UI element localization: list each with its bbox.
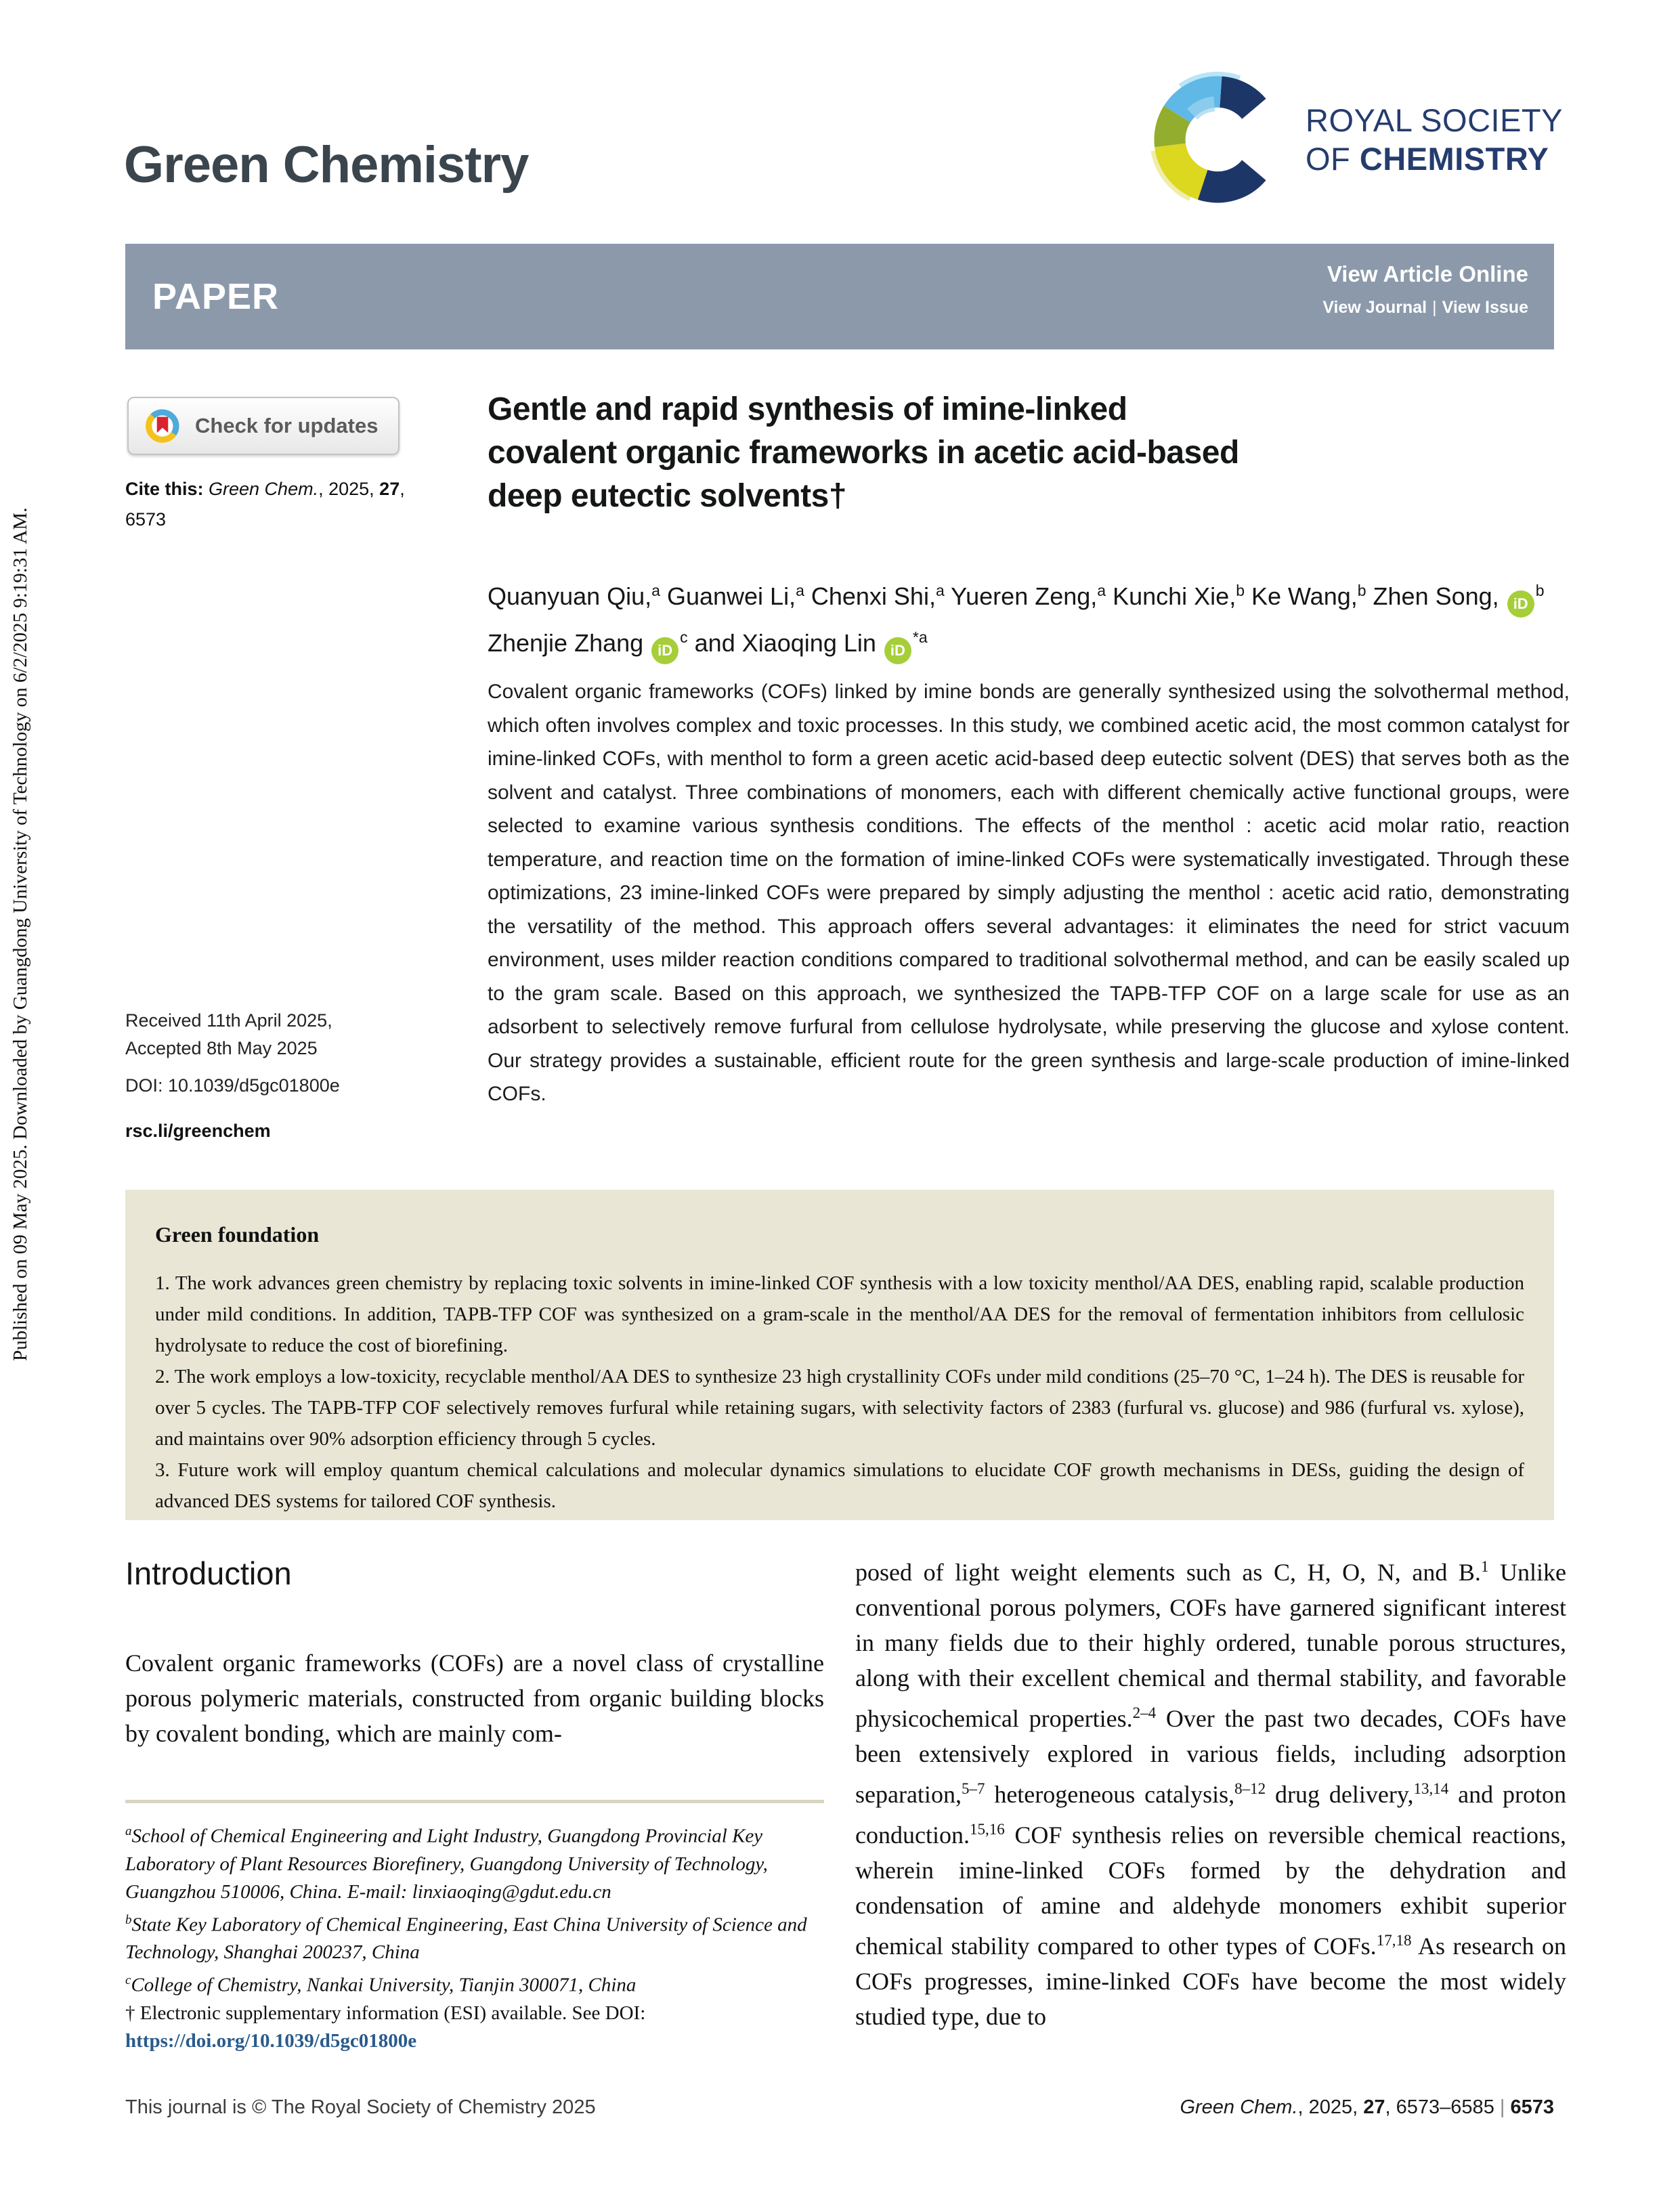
footnote-affiliation-a: $^a$School of Chemical Engineering and Light Industry, Guangdong Provincial Key Laboratory of Plant Resources Biorefinery, Guangdong University of Technology, Guangzhou 510006, China. E-mail: linxiaoqing@gdut.edu.cn <box>125 1824 768 1903</box>
footnote-esi: † Electronic supplementary information (ESI) available. See DOI: https://doi.org/10.1039/d5gc01800e <box>125 2002 646 2052</box>
journal-masthead-title: Green Chemistry <box>124 136 529 194</box>
journal-homepage-link[interactable]: rsc.li/greenchem <box>125 1121 271 1141</box>
view-issue-link[interactable]: View Issue <box>1442 298 1528 317</box>
introduction-heading: Introduction <box>125 1555 292 1591</box>
received-accepted-dates <box>125 1007 332 1062</box>
orcid-icon[interactable]: iD <box>884 637 911 664</box>
accepted-date: Accepted 8th May 2025 <box>125 1038 318 1058</box>
rsc-c-mark-icon <box>1143 65 1292 214</box>
article-title-line3: deep eutectic solvents† <box>488 478 847 514</box>
intro-right-paragraph: posed of light weight elements such as C, H, O, N, and B.$^1$ Unlike conventional porous polymers, COFs have garnered significant interest in many fields due to their highly ordered, tunable porous structures, along with their excellent chemical and thermal stability, and favorable physicochemical properties.$^{2-4}$ Over the past two decades, COFs have been extensively explored in various fields, including adsorption separation,$^{5-7}$ heterogeneous catalysis,$^{8-12}$ drug delivery,$^{13,14}$ and proton conduction.$^{15,16}$ COF synthesis relies on reversible chemical reactions, wherein imine-linked COFs formed by the dehydration and condensation of amine and aldehyde monomers exhibit superior chemical stability compared to other types of COFs.$^{17,18}$ As research on COFs progresses, imine-linked COFs have become the most widely studied type, due to <box>855 1558 1567 2030</box>
view-journal-link[interactable]: View Journal <box>1322 298 1427 317</box>
green-foundation-item-2: 2. The work employs a low-toxicity, recyclable menthol/AA DES to synthesize 23 high crystallinity COFs under mild conditions (25–70 °C, 1–24 h). The DES is reusable for over 5 cycles. The TAPB-TFP COF selectively removes furfural while retaining sugars, with selectivity factors of 2383 (furfural vs. glucose) and 986 (furfural vs. xylose), and maintains over 90% adsorption efficiency through 5 cycles. <box>155 1366 1524 1450</box>
article-title-line1: Gentle and rapid synthesis of imine-linked <box>488 391 1127 427</box>
green-foundation-item-1: 1. The work advances green chemistry by replacing toxic solvents in imine-linked COF synthesis with a low toxicity menthol/AA DES, enabling rapid, scalable production under mild conditions. In addition, TAPB-TFP COF was synthesized on a gram-scale in the menthol/AA DES for the removal of fermentation inhibitors from cellulosic hydrolysate to reduce the cost of biorefining. <box>155 1272 1524 1356</box>
check-for-updates-label: Check for updates <box>195 414 379 437</box>
received-date: Received 11th April 2025, <box>125 1010 332 1031</box>
doi-link[interactable]: https://doi.org/10.1039/d5gc01800e <box>125 2029 417 2052</box>
links-divider: | <box>1432 298 1437 317</box>
view-article-online-link[interactable]: View Article Online <box>1327 261 1528 286</box>
crossmark-icon <box>144 407 181 445</box>
view-journal-issue-links <box>1322 298 1528 318</box>
article-type-label: PAPER <box>152 276 280 317</box>
cite-this-line: Cite this: Green Chem., 2025, 27, 6573 <box>125 479 405 530</box>
article-type-banner <box>125 244 1554 349</box>
published-download-note: Published on 09 May 2025. Downloaded by Guangdong University of Technology on 6/2/2025 9:19:31 AM. <box>9 507 31 1361</box>
green-foundation-item-3: 3. Future work will employ quantum chemical calculations and molecular dynamics simulations to elucidate COF growth mechanisms in DESs, guiding the design of advanced DES systems for tailored COF synthesis. <box>155 1459 1524 1512</box>
rsc-logo-line2: OF CHEMISTRY <box>1306 141 1549 177</box>
author-list: Quanyuan Qiu,$^a$ Guanwei Li,$^a$ Chenxi Shi,$^a$ Yueren Zeng,$^a$ Kunchi Xie,$^b$ Ke Wang,$^b$ Zhen Song, $iD^b$ Zhenjie Zhang $iD^c$ and Xiaoqing Lin $iD^{*a}$ <box>488 571 1571 664</box>
affiliation-footnotes <box>125 1817 824 2055</box>
green-foundation-box <box>125 1190 1554 1520</box>
article-title <box>488 388 1571 518</box>
banner-links <box>1322 261 1528 318</box>
orcid-icon[interactable]: iD <box>651 637 679 664</box>
rsc-logo-line1: ROYAL SOCIETY <box>1306 102 1563 138</box>
rsc-logo-text <box>1306 101 1563 178</box>
page-footer <box>125 2096 1554 2119</box>
footnote-affiliation-c: $^c$College of Chemistry, Nankai University, Tianjin 300071, China <box>125 1973 637 1996</box>
intro-left-paragraph: Covalent organic frameworks (COFs) are a novel class of crystalline porous polymeric materials, constructed from organic building blocks by covalent bonding, which are mainly com- <box>125 1649 824 1747</box>
orcid-icon[interactable]: iD <box>1507 590 1534 618</box>
abstract-text: Covalent organic frameworks (COFs) linked by imine bonds are generally synthesized using the solvothermal method, which often involves complex and toxic processes. In this study, we combined acetic acid, the most common catalyst for imine-linked COFs, with menthol to form a green acetic acid-based deep eutectic solvent (DES) that serves both as the solvent and catalyst. Three combinations of monomers, each with different chemically active functional groups, were selected to examine various synthesis conditions. The effects of the menthol : acetic acid molar ratio, reaction temperature, and reaction time on the formation of imine-linked COFs were systematically investigated. Through these optimizations, 23 imine-linked COFs were prepared by simply adjusting the menthol : acetic acid ratio, demonstrating the versatility of the method. This approach offers several advantages: it eliminates the need for strict vacuum environment, uses milder reaction conditions compared to traditional solvothermal method, and can be easily scaled up to the gram scale. Based on this approach, we synthesized the TAPB-TFP COF on a large scale for use as an adsorbent to selectively remove furfural from cellulose hydrolysate, while preserving the glucose and xylose content. Our strategy provides a sustainable, efficient route for the green synthesis and large-scale production of imine-linked COFs. <box>488 681 1570 1105</box>
check-for-updates-button[interactable] <box>127 397 400 455</box>
rsc-logo <box>1143 65 1563 214</box>
citation-page-number: Green Chem., 2025, 27, 6573–6585 | 6573 <box>1180 2096 1554 2118</box>
doi-line: DOI: 10.1039/d5gc01800e <box>125 1075 340 1096</box>
footnote-divider <box>125 1800 824 1803</box>
green-foundation-title: Green foundation <box>155 1222 320 1247</box>
copyright-line: This journal is © The Royal Society of Chemistry 2025 <box>125 2096 596 2118</box>
article-title-line2: covalent organic frameworks in acetic acid-based <box>488 435 1239 471</box>
footnote-affiliation-b: $^b$State Key Laboratory of Chemical Engineering, East China University of Science and Technology, Shanghai 200237, China <box>125 1912 807 1964</box>
